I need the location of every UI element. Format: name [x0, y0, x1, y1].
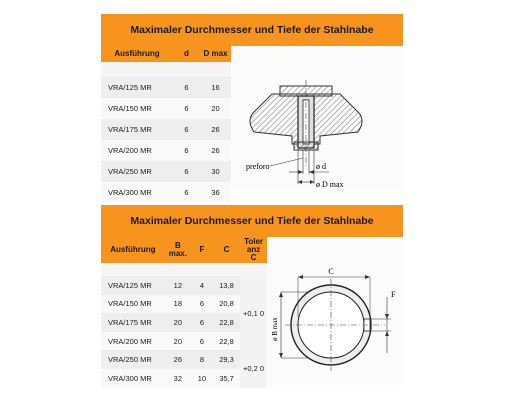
bore-section-diagram — [267, 237, 403, 385]
table-row: VRA/200 MR 6 26 — [101, 140, 231, 161]
table-row: VRA/175 MR 6 26 — [101, 119, 231, 140]
table-row: VRA/250 MR 26 8 29,3 +0,2 0 — [101, 350, 267, 369]
hub-table — [101, 46, 231, 203]
hub-bore-panel — [101, 205, 403, 385]
table-row: VRA/125 MR 6 16 — [101, 77, 231, 98]
column-header: d — [173, 46, 200, 62]
table-row: VRA/125 MR 12 4 13,8 +0,1 0 — [101, 276, 267, 295]
table-row: VRA/150 MR 18 6 20,8 — [101, 295, 267, 314]
column-header: Ausführung — [101, 46, 173, 62]
column-header: Toler anz C — [240, 237, 267, 263]
table-row: VRA/150 MR 6 20 — [101, 98, 231, 119]
column-header: C — [213, 237, 240, 263]
column-header: D max — [200, 46, 231, 62]
table-row: VRA/175 MR 20 6 22,8 — [101, 313, 267, 332]
bore-drawing — [267, 237, 403, 385]
table-row: VRA/200 MR 20 6 22,8 — [101, 332, 267, 351]
table-title: Maximaler Durchmesser und Tiefe der Stahlnabe — [101, 14, 403, 46]
table-row: VRA/300 MR 32 10 35,7 — [101, 369, 267, 388]
hub-depth-panel — [101, 14, 403, 197]
tolerance-cell: +0,1 0 — [240, 276, 267, 350]
c-label: C — [328, 267, 334, 276]
hub-section-diagram — [232, 46, 403, 189]
dmax-label: ø D max — [316, 180, 344, 189]
d-label: ø d — [316, 162, 326, 171]
hub-drawing — [232, 46, 403, 189]
bmax-label: ø B max — [271, 317, 279, 341]
f-label: F — [391, 290, 396, 299]
bore-table — [101, 237, 267, 388]
column-header: Ausführung — [101, 237, 165, 263]
tolerance-cell: +0,2 0 — [240, 350, 267, 387]
table-title: Maximaler Durchmesser und Tiefe der Stahlnabe — [101, 205, 403, 237]
column-header: F — [191, 237, 213, 263]
preforo-label: preforo — [246, 162, 270, 171]
column-header: B max. — [165, 237, 191, 263]
table-row: VRA/250 MR 6 30 — [101, 161, 231, 182]
table-row: VRA/300 MR 6 36 — [101, 182, 231, 203]
